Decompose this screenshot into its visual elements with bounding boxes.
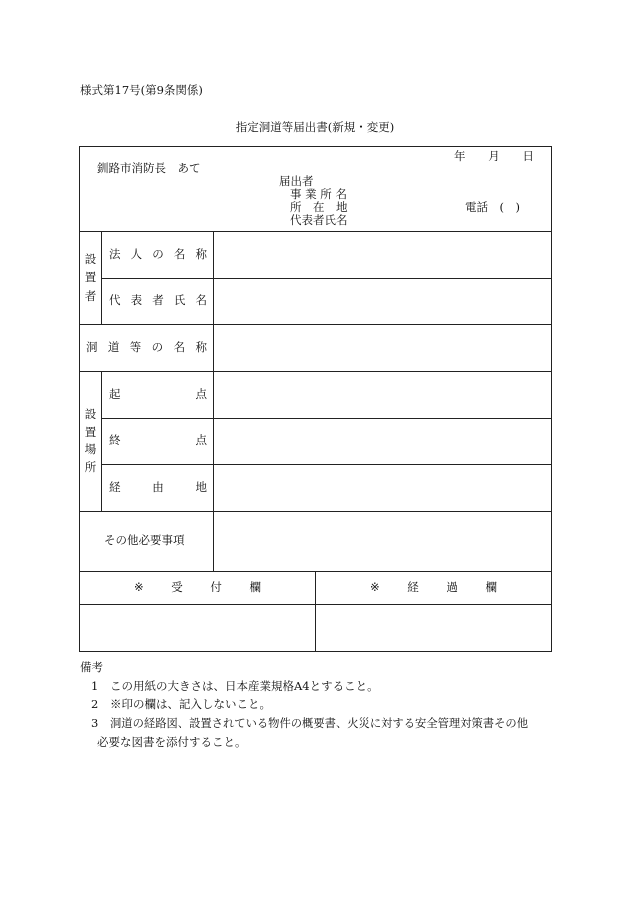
note-number: 2 (91, 697, 99, 711)
phone-label: 電話 ( ) (465, 200, 520, 214)
via-point-label: 経 由 地 (109, 480, 207, 494)
note-number: 3 (91, 716, 99, 730)
via-point-field[interactable] (214, 465, 551, 511)
date-field (454, 150, 534, 163)
representative-name-field[interactable] (214, 279, 551, 324)
submitter-label: 届出者 (279, 174, 314, 188)
addressee: 釧路市消防長 あて (97, 161, 201, 175)
other-items-label: その他必要事項 (104, 533, 185, 547)
progress-field (316, 605, 551, 651)
start-point-field[interactable] (214, 372, 551, 418)
representative-name-label: 代 表 者 氏 名 (109, 293, 207, 307)
end-point-field[interactable] (214, 419, 551, 464)
start-point-label: 起 点 (109, 387, 207, 401)
installer-group-label: 設 置 者 (84, 252, 97, 303)
duct-name-label: 洞 道 等 の 名 称 (86, 340, 207, 354)
note-text: 洞道の経路図、設置されている物件の概要書、火災に対する安全管理対策書その他 (110, 717, 528, 730)
office-name-label: 事 業 所 名 (290, 187, 347, 201)
note-text: この用紙の大きさは、日本産業規格A4とすること。 (110, 679, 379, 693)
date-year: 年 (454, 149, 466, 163)
address-label: 所 在 地 (290, 200, 348, 214)
form-number: 様式第17号(第9条関係) (80, 83, 203, 97)
corporate-name-label: 法 人 の 名 称 (109, 247, 207, 261)
duct-name-field[interactable] (214, 325, 551, 371)
note-text: ※印の欄は、記入しないこと。 (110, 697, 271, 711)
notes-heading: 備考 (80, 660, 103, 674)
reception-field (80, 605, 315, 651)
note-continuation: 必要な図書を添付すること。 (97, 735, 247, 749)
corporate-name-field[interactable] (214, 232, 551, 278)
reception-column-label: ※ 受 付 欄 (134, 580, 261, 594)
location-group-label: 設 置 場 所 (84, 407, 97, 474)
end-point-label: 終 点 (109, 433, 207, 447)
date-month: 月 (488, 149, 500, 163)
other-items-field[interactable] (214, 512, 551, 571)
form-title: 指定洞道等届出書(新規・変更) (235, 120, 395, 134)
date-day: 日 (522, 149, 534, 163)
note-number: 1 (91, 679, 99, 693)
representative-label: 代表者氏名 (290, 213, 348, 227)
progress-column-label: ※ 経 過 欄 (370, 580, 497, 594)
